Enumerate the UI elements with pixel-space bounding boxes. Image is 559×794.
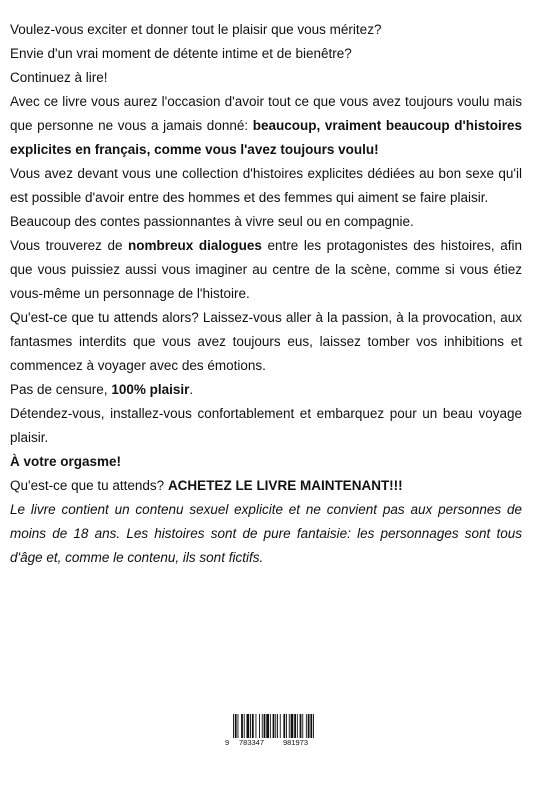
- blurb-line-2: Envie d'un vrai moment de détente intime et de bienêtre?: [10, 46, 352, 61]
- blurb-line-3: Continuez à lire!: [10, 70, 108, 85]
- blurb-bold-span: nombreux dialogues: [128, 238, 262, 253]
- blurb-text-span: Pas de censure,: [10, 382, 112, 397]
- blurb-text-span: Avec ce livre vous aurez l'occasion d'avoir tout ce que vous avez toujours voulu mais que personne ne vous a jamais donné:: [10, 94, 522, 133]
- blurb-paragraph-11: [10, 450, 522, 474]
- barcode-bar: [286, 714, 287, 738]
- barcode-left-digits: 783347: [239, 738, 265, 747]
- barcode-bar: [291, 714, 294, 738]
- barcode-bar: [235, 714, 237, 738]
- barcode-bar: [266, 714, 269, 738]
- blurb-paragraph-4: [10, 90, 522, 162]
- blurb-bold-span: 100% plaisir: [111, 382, 190, 397]
- barcode-bar: [313, 714, 314, 738]
- barcode-bar: [252, 714, 254, 738]
- blurb-bold-span: beaucoup, vraiment beaucoup d'histoires explicites en français, comme vous l'avez toujours voulu!: [10, 118, 522, 157]
- barcode-bars: [233, 714, 314, 738]
- blurb-text-span: Vous trouverez de: [10, 238, 129, 253]
- blurb-line-1: Voulez-vous exciter et donner tout le plaisir que vous méritez?: [10, 22, 382, 37]
- barcode-right-digits: 981973: [283, 738, 309, 747]
- barcode-bar: [283, 714, 285, 738]
- barcode-bar: [247, 714, 250, 738]
- blurb-text-span: .: [189, 382, 194, 397]
- barcode-bar: [233, 714, 234, 738]
- blurb-text: [10, 18, 522, 570]
- barcode-bar: [270, 714, 271, 738]
- blurb-bold-span: À votre orgasme!: [10, 454, 122, 469]
- barcode-bar: [302, 714, 303, 738]
- barcode-bar: [241, 714, 243, 738]
- call-to-action: ACHETEZ LE LIVRE MAINTENANT!!!: [167, 478, 403, 493]
- barcode-bar: [310, 714, 312, 738]
- blurb-paragraph-7: [10, 234, 522, 306]
- barcode-bar: [294, 714, 296, 738]
- barcode-bar: [277, 714, 278, 738]
- barcode-bar: [300, 714, 302, 738]
- blurb-paragraph-10: Détendez-vous, installez-vous confortablement et embarquez pour un beau voyage plaisir.: [10, 406, 522, 445]
- barcode-graphic: [225, 712, 333, 748]
- barcode-bar: [297, 714, 298, 738]
- barcode-prefix-digit: 9: [225, 738, 230, 747]
- barcode-bar: [262, 714, 263, 738]
- blurb-text-span: Qu'est-ce que tu attends?: [10, 478, 168, 493]
- barcode-bar: [244, 714, 245, 738]
- barcode-bar: [275, 714, 276, 738]
- barcode-bar: [250, 714, 251, 738]
- barcode-bar: [280, 714, 281, 738]
- blurb-paragraph-9: [10, 378, 522, 402]
- age-disclaimer: Le livre contient un contenu sexuel explicite et ne convient pas aux personnes de moins de 18 ans. Les histoires sont de pure fantaisie: les personnages sont tous d'âge et, comme le contenu, ils sont fictifs.: [10, 502, 522, 565]
- blurb-paragraph-6: Beaucoup des contes passionnantes à vivre seul ou en compagnie.: [10, 214, 414, 229]
- blurb-paragraph-5: Vous avez devant vous une collection d'histoires explicites dédiées au bon sexe qu'il est possible d'avoir entre des hommes et des femmes qui aiment se faire plaisir.: [10, 166, 522, 205]
- blurb-text-span: entre les protagonistes des histoires, afin que vous puissiez aussi vous imaginer au centre de la scène, comme si vous étiez vous-même un personnage de l'histoire.: [10, 238, 522, 301]
- blurb-paragraph-8: Qu'est-ce que tu attends alors? Laissez-vous aller à la passion, à la provocation, aux fantasmes interdits que vous avez toujours eus, laissez tomber vos inhibitions et commencez à voyager avec des émotions.: [10, 310, 522, 373]
- barcode-bar: [238, 714, 239, 738]
- barcode-bar: [259, 714, 260, 738]
- barcode-bar: [273, 714, 275, 738]
- barcode-bar: [308, 714, 310, 738]
- blurb-paragraph-12: [10, 474, 522, 498]
- barcode-bar: [256, 714, 257, 738]
- barcode-bar: [289, 714, 290, 738]
- isbn-barcode: [225, 712, 333, 748]
- barcode-bar: [264, 714, 266, 738]
- barcode-bar: [306, 714, 307, 738]
